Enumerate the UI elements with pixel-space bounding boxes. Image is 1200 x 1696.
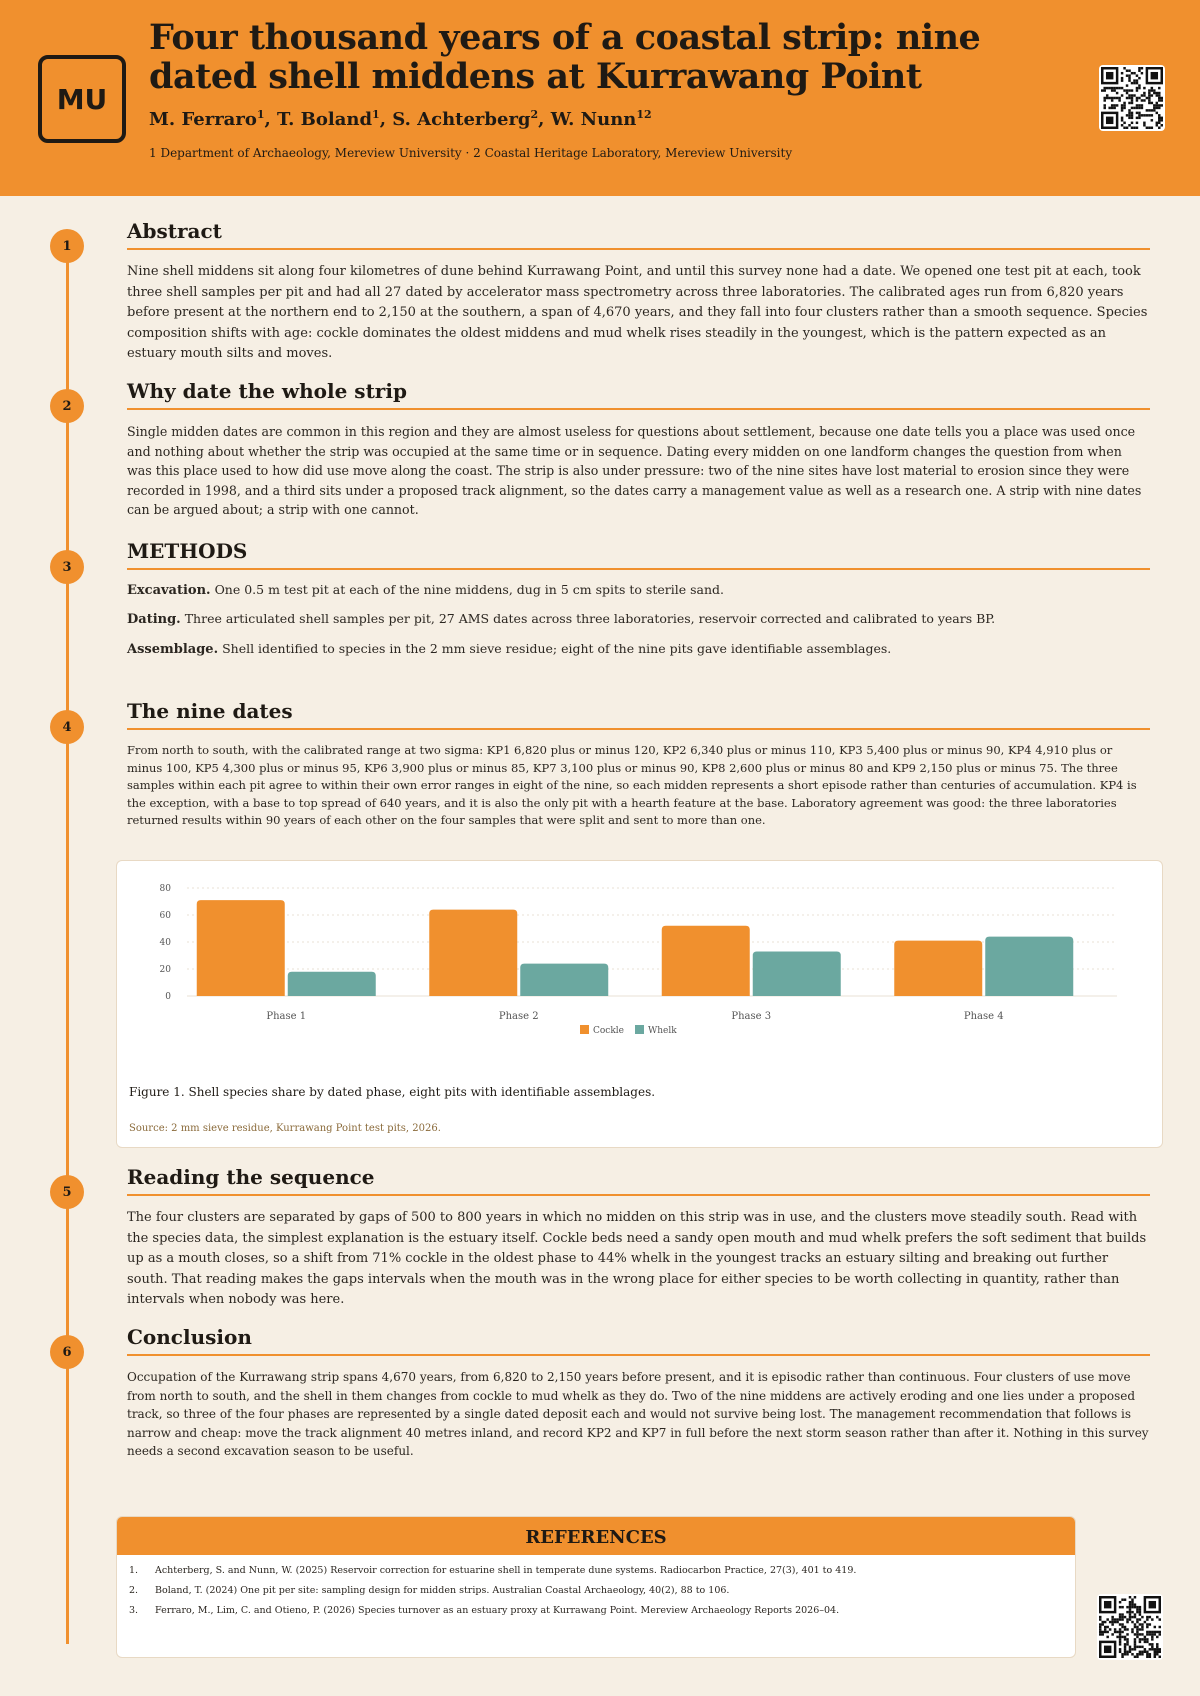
bar-cockle <box>662 926 750 996</box>
method-excavation <box>127 582 1150 598</box>
bar-whelk <box>985 937 1073 996</box>
author-affil-mark: 12 <box>636 108 652 121</box>
author: M. Ferraro <box>149 109 257 130</box>
y-tick-label: 0 <box>165 992 171 1002</box>
figure-panel <box>116 860 1163 1148</box>
abstract-text: Nine shell middens sit along four kilometres of dune behind Kurrawang Point, and until this survey none had a date. We opened one test pit at each, took three shell samples per pit and had all 27 dated by accelerator mass spectrometry across three laboratories. The calibrated ages run from 6,820 years before present at the northern end to 2,150 at the southern, a span of 4,670 years, and they fall into four clusters rather than a smooth sequence. Species composition shifts with age: cockle dominates the oldest middens and mud whelk rises steadily in the youngest, which is the pattern expected as an estuary mouth silts and moves. <box>127 264 1148 361</box>
reference-number: 1. <box>129 1565 139 1576</box>
conclusion-text: Occupation of the Kurrawang strip spans 4,670 years, from 6,820 to 2,150 years before present, and it is episodic rather than continuous. Four clusters of use move from north to south, and the shell in them changes from cockle to mud whelk as they do. Two of the nine middens are actively eroding and one lies under a proposed track, so three of the four phases are represented by a single dated deposit each and would not survive being lost. The management recommendation that follows is narrow and cheap: move the track alignment 40 metres inland, and record KP2 and KP7 in full before the next storm season rather than after it. Nothing in this survey needs a second excavation season to be useful. <box>127 1370 1149 1458</box>
university-logo: MU <box>38 55 126 143</box>
poster-title: Four thousand years of a coastal strip: nine dated shell middens at Kurrawang Point <box>149 17 981 97</box>
reference-text: Ferraro, M., Lim, C. and Otieno, P. (2026) Species turnover as an estuary proxy at Kurrawang Point. Mereview Archaeology Reports 2026–04. <box>155 1605 840 1616</box>
references-heading: REFERENCES <box>117 1517 1075 1555</box>
bar-cockle <box>197 900 285 996</box>
bar-cockle <box>894 941 982 996</box>
bar-whelk <box>288 972 376 996</box>
method-label: Excavation. <box>127 583 211 598</box>
bar-cockle <box>429 910 517 996</box>
figure-source: Source: 2 mm sieve residue, Kurrawang Point test pits, 2026. <box>129 1123 441 1134</box>
author-affil-mark: 1 <box>256 108 265 121</box>
section-number-badge: 4 <box>50 710 84 744</box>
section-timeline <box>66 244 69 1644</box>
bar-whelk <box>753 951 841 996</box>
method-dating <box>127 611 1150 627</box>
reference-item <box>129 1601 1075 1621</box>
y-tick-label: 80 <box>159 884 171 894</box>
author-affil-mark: 2 <box>530 108 539 121</box>
methods-heading: METHODS <box>127 539 1150 570</box>
nine-dates-text: From north to south, with the calibrated range at two sigma: KP1 6,820 plus or minus 120, KP2 6,340 plus or minus 110, KP3 5,400 plus or minus 90, KP4 4,910 plus or minus 100, KP5 4,300 plus or minus 95, KP6 3,900 plus or minus 85, KP7 3,100 plus or minus 90, KP8 2,600 plus or minus 80 and KP9 2,150 plus or minus 75. The three samples within each pit agree to within their own error ranges in eight of the nine, so each midden represents a short episode rather than centuries of accumulation. KP4 is the exception, with a base to top spread of 640 years, and it is also the only pit with a hearth feature at the base. Laboratory agreement was good: the three laboratories returned results within 90 years of each other on the four samples that were split and sent to more than one. <box>127 743 1137 827</box>
y-tick-label: 20 <box>159 965 171 975</box>
author: S. Achterberg <box>392 109 531 130</box>
method-label: Assemblage. <box>127 642 219 657</box>
y-tick-label: 60 <box>159 911 171 921</box>
section-number-badge: 1 <box>50 229 84 263</box>
legend-swatch <box>580 1025 589 1034</box>
qr-code-icon[interactable] <box>1097 1594 1163 1660</box>
method-assemblage <box>127 641 1150 657</box>
reference-item <box>129 1561 1075 1581</box>
why-date-heading: Why date the whole strip <box>127 379 1150 410</box>
reading-sequence-text: The four clusters are separated by gaps of 500 to 800 years in which no midden on this strip was in use, and the clusters move steadily south. Read with the species data, the simplest explanation is the estuary itself. Cockle beds need a sandy open mouth and mud whelk prefers the soft sediment that builds up as a mouth closes, so a shift from 71% cockle in the oldest phase to 44% whelk in the youngest tracks an estuary silting and breaking out further south. That reading makes the gaps intervals when the mouth was in the wrong place for either species to be worth collecting in quantity, rather than intervals when nobody was here. <box>127 1210 1147 1307</box>
legend-label: Whelk <box>648 1026 677 1036</box>
reference-number: 2. <box>129 1585 139 1596</box>
method-text: One 0.5 m test pit at each of the nine middens, dug in 5 cm spits to sterile sand. <box>214 582 724 597</box>
y-tick-label: 40 <box>159 938 171 948</box>
reading-sequence-heading: Reading the sequence <box>127 1165 1150 1196</box>
x-tick-label: Phase 3 <box>731 1011 772 1022</box>
x-tick-label: Phase 4 <box>963 1011 1004 1022</box>
abstract-heading: Abstract <box>127 219 1150 250</box>
x-tick-label: Phase 2 <box>498 1011 539 1022</box>
bar-whelk <box>520 964 608 996</box>
poster-header <box>0 0 1200 196</box>
section-number-badge: 2 <box>50 389 84 423</box>
method-text: Shell identified to species in the 2 mm sieve residue; eight of the nine pits gave identifiable assemblages. <box>222 641 892 656</box>
reference-list <box>117 1561 1075 1621</box>
species-bar-chart <box>117 861 1162 1041</box>
method-text: Three articulated shell samples per pit, 27 AMS dates across three laboratories, reservoir corrected and calibrated to years BP. <box>184 611 996 626</box>
conclusion-heading: Conclusion <box>127 1325 1150 1356</box>
method-label: Dating. <box>127 612 181 627</box>
author-affil-mark: 1 <box>372 108 380 121</box>
section-number-badge: 5 <box>50 1175 84 1209</box>
section-number-badge: 3 <box>50 550 84 584</box>
nine-dates-heading: The nine dates <box>127 699 1150 730</box>
reference-text: Boland, T. (2024) One pit per site: sampling design for midden strips. Australian Coastal Archaeology, 40(2), 88 to 106. <box>155 1585 730 1596</box>
section-number-badge: 6 <box>50 1335 84 1369</box>
reference-number: 3. <box>129 1605 139 1616</box>
reference-item <box>129 1581 1075 1601</box>
why-date-text: Single midden dates are common in this region and they are almost useless for questions about settlement, because one date tells you a place was used once and nothing about whether the strip was occupied at the same time or in sequence. Dating every midden on one landform changes the question from when was this place used to how did use move along the coast. The strip is also under pressure: two of the nine sites have lost material to erosion since they were recorded in 1998, and a third sits under a proposed track alignment, so the dates carry a management value as well as a research one. A strip with nine dates can be argued about; a strip with one cannot. <box>127 424 1142 517</box>
legend-swatch <box>635 1025 644 1034</box>
figure-caption: Figure 1. Shell species share by dated phase, eight pits with identifiable assemblages. <box>129 1085 656 1099</box>
author: T. Boland <box>277 109 373 130</box>
qr-code-icon[interactable] <box>1099 65 1165 131</box>
legend-label: Cockle <box>593 1026 625 1036</box>
x-tick-label: Phase 1 <box>266 1011 307 1022</box>
reference-text: Achterberg, S. and Nunn, W. (2025) Reservoir correction for estuarine shell in temperate dune systems. Radiocarbon Practice, 27(3), 401 to 419. <box>155 1565 857 1576</box>
author-list: M. Ferraro$^1$, T. Boland$^1$, S. Achterberg$^2$, W. Nunn$^{12}$ <box>149 108 652 130</box>
references-panel <box>116 1516 1076 1658</box>
affiliations: 1 Department of Archaeology, Mereview University · 2 Coastal Heritage Laboratory, Mereview University <box>149 146 793 160</box>
author: W. Nunn <box>550 109 637 130</box>
